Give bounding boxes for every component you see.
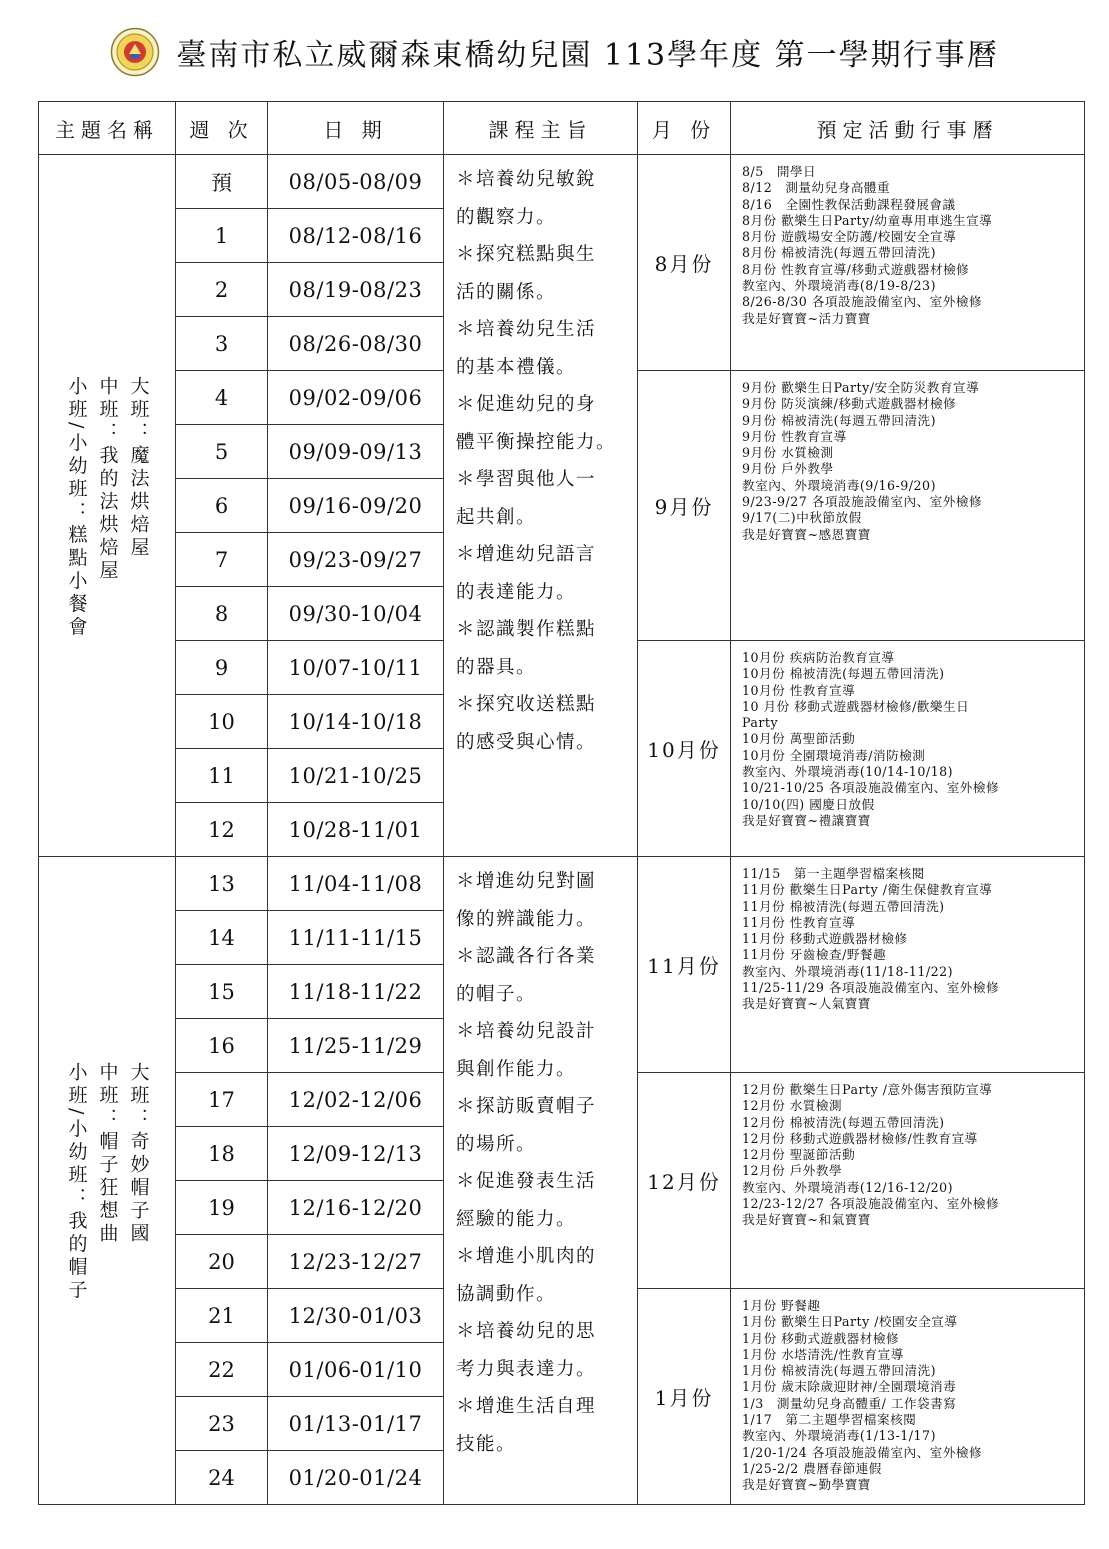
week-date-range: 08/26-08/30 xyxy=(268,317,444,371)
week-date-range: 11/04-11/08 xyxy=(268,857,444,911)
week-number: 22 xyxy=(176,1343,268,1397)
week-number: 20 xyxy=(176,1235,268,1289)
week-number: 15 xyxy=(176,965,268,1019)
week-date-range: 10/07-10/11 xyxy=(268,641,444,695)
theme-title: 中班：我的法烘焙屋 xyxy=(96,375,119,583)
theme-columns xyxy=(39,1058,175,1302)
week-number: 6 xyxy=(176,479,268,533)
week-date-range: 11/11-11/15 xyxy=(268,911,444,965)
week-number: 18 xyxy=(176,1127,268,1181)
month-label: 8月份 xyxy=(638,155,731,371)
week-number: 21 xyxy=(176,1289,268,1343)
week-date-range: 12/09-12/13 xyxy=(268,1127,444,1181)
course-objectives: ＊培養幼兒敏銳 的觀察力。 ＊探究糕點與生 活的關係。 ＊培養幼兒生活 的基本禮儀。 ＊促進幼兒的身 體平衡操控能力。 ＊學習與他人一 起共創。 ＊增進幼兒語言 的表達能力。 ＊認識製作糕點 的器具。 ＊探究收送糕點 的感受與心情。 xyxy=(456,169,617,753)
week-date-range: 12/16-12/20 xyxy=(268,1181,444,1235)
activity-list: 12月份 歡樂生日Party /意外傷害預防宣導 12月份 水質檢測 12月份 棉被清洗(每週五帶回清洗) 12月份 移動式遊戲器材檢修/性教育宣導 12月份 聖誕節活動 12月份 戶外教學 教室內、外環境消毒(12/16-12/20) 12/23-12/27 各項設施設備室內、室外檢修 我是好寶寶~和氣寶寶 xyxy=(742,1082,1000,1228)
header-date: 日 期 xyxy=(268,102,444,155)
week-date-range: 01/20-01/24 xyxy=(268,1451,444,1505)
theme-title: 小班/小幼班：糕點小餐會 xyxy=(65,375,88,640)
calendar-table xyxy=(38,101,1085,1505)
week-date-range: 01/13-01/17 xyxy=(268,1397,444,1451)
activities-cell xyxy=(731,641,1085,857)
header-month: 月 份 xyxy=(638,102,731,155)
month-label: 11月份 xyxy=(638,857,731,1073)
header-row xyxy=(39,102,1085,155)
week-number: 5 xyxy=(176,425,268,479)
week-date-range: 10/21-10/25 xyxy=(268,749,444,803)
theme-title: 小班/小幼班：我的帽子 xyxy=(65,1062,88,1303)
week-date-range: 09/02-09/06 xyxy=(268,371,444,425)
week-number: 14 xyxy=(176,911,268,965)
week-number: 7 xyxy=(176,533,268,587)
week-number: 13 xyxy=(176,857,268,911)
week-date-range: 10/28-11/01 xyxy=(268,803,444,857)
activities-cell xyxy=(731,1289,1085,1505)
activity-list: 9月份 歡樂生日Party/安全防災教育宣導 9月份 防災演練/移動式遊戲器材檢修 9月份 棉被清洗(每週五帶回清洗) 9月份 性教育宣導 9月份 水質檢測 9月份 戶外教學 教室內、外環境消毒(9/16-9/20) 9/23-9/27 各項設施設備室內、室外檢修 9/17(二)中秋節放假 我是好寶寶~感恩寶寶 xyxy=(742,380,983,542)
month-label: 10月份 xyxy=(638,641,731,857)
theme-cell xyxy=(39,857,176,1505)
theme-cell xyxy=(39,155,176,857)
month-label: 9月份 xyxy=(638,371,731,641)
theme-columns xyxy=(39,372,175,639)
week-date-range: 09/30-10/04 xyxy=(268,587,444,641)
week-number: 11 xyxy=(176,749,268,803)
header-objective: 課程主旨 xyxy=(444,102,638,155)
week-date-range: 12/23-12/27 xyxy=(268,1235,444,1289)
week-date-range: 09/16-09/20 xyxy=(268,479,444,533)
week-number: 1 xyxy=(176,209,268,263)
week-number: 10 xyxy=(176,695,268,749)
page-header xyxy=(0,22,1109,82)
week-date-range: 09/09-09/13 xyxy=(268,425,444,479)
table-row xyxy=(39,857,1085,911)
week-date-range: 08/05-08/09 xyxy=(268,155,444,209)
school-seal-icon xyxy=(110,27,160,77)
week-number: 12 xyxy=(176,803,268,857)
week-date-range: 11/25-11/29 xyxy=(268,1019,444,1073)
activity-list: 11/15 第一主題學習檔案核閱 11月份 歡樂生日Party /衛生保健教育宣導 11月份 棉被清洗(每週五帶回清洗) 11月份 性教育宣導 11月份 移動式遊戲器材檢修 11月份 牙齒檢查/野餐趣 教室內、外環境消毒(11/18-11/22) 11/25-11/29 各項設施設備室內、室外檢修 我是好寶寶~人氣寶寶 xyxy=(742,866,1000,1012)
week-number: 3 xyxy=(176,317,268,371)
week-number: 4 xyxy=(176,371,268,425)
activities-cell xyxy=(731,155,1085,371)
objective-cell xyxy=(444,155,638,857)
activity-list: 10月份 疾病防治教育宣導 10月份 棉被清洗(每週五帶回清洗) 10月份 性教育宣導 10 月份 移動式遊戲器材檢修/歡樂生日 Party 10月份 萬聖節活動 10月份 全園環境消毒/消防檢測 教室內、外環境消毒(10/14-10/18) 10/21-10/25 各項設施設備室內、室外檢修 10/10(四) 國慶日放假 我是好寶寶~禮讓寶寶 xyxy=(742,650,1000,828)
week-date-range: 01/06-01/10 xyxy=(268,1343,444,1397)
activities-cell xyxy=(731,857,1085,1073)
week-number: 24 xyxy=(176,1451,268,1505)
activity-list: 8/5 開學日 8/12 測量幼兒身高體重 8/16 全園性教保活動課程發展會議 8月份 歡樂生日Party/幼童專用車逃生宣導 8月份 遊戲場安全防護/校園安全宣導 8月份 棉被清洗(每週五帶回清洗) 8月份 性教育宣導/移動式遊戲器材檢修 教室內、外環境消毒(8/19-8/23) 8/26-8/30 各項設施設備室內、室外檢修 我是好寶寶~活力寶寶 xyxy=(742,164,993,326)
week-date-range: 08/19-08/23 xyxy=(268,263,444,317)
week-number: 9 xyxy=(176,641,268,695)
objective-cell xyxy=(444,857,638,1505)
week-number: 19 xyxy=(176,1181,268,1235)
week-number: 2 xyxy=(176,263,268,317)
week-number: 16 xyxy=(176,1019,268,1073)
month-label: 12月份 xyxy=(638,1073,731,1289)
page-title: 臺南市私立威爾森東橋幼兒園 113學年度 第一學期行事曆 xyxy=(176,38,999,73)
theme-title: 大班：奇妙帽子國 xyxy=(127,1062,150,1247)
week-number: 預 xyxy=(176,155,268,209)
week-number: 23 xyxy=(176,1397,268,1451)
header-week: 週 次 xyxy=(176,102,268,155)
header-theme: 主題名稱 xyxy=(39,102,176,155)
activities-cell xyxy=(731,1073,1085,1289)
week-date-range: 12/02-12/06 xyxy=(268,1073,444,1127)
activities-cell xyxy=(731,371,1085,641)
header-activities: 預定活動行事曆 xyxy=(731,102,1085,155)
theme-title: 中班：帽子狂想曲 xyxy=(96,1062,119,1247)
week-number: 8 xyxy=(176,587,268,641)
theme-title: 大班：魔法烘焙屋 xyxy=(127,375,150,560)
week-date-range: 10/14-10/18 xyxy=(268,695,444,749)
table-row xyxy=(39,155,1085,209)
activity-list: 1月份 野餐趣 1月份 歡樂生日Party /校園安全宣導 1月份 移動式遊戲器材檢修 1月份 水塔清洗/性教育宣導 1月份 棉被清洗(每週五帶回清洗) 1月份 歲末除歲迎財神/全園環境消毒 1/3 測量幼兒身高體重/ 工作袋書寫 1/17 第二主題學習檔案核閱 教室內、外環境消毒(1/13-1/17) 1/20-1/24 各項設施設備室內、室外檢修 1/25-2/2 農曆春節連假 我是好寶寶~勤學寶寶 xyxy=(742,1298,983,1493)
week-date-range: 11/18-11/22 xyxy=(268,965,444,1019)
week-date-range: 09/23-09/27 xyxy=(268,533,444,587)
month-label: 1月份 xyxy=(638,1289,731,1505)
week-date-range: 08/12-08/16 xyxy=(268,209,444,263)
week-number: 17 xyxy=(176,1073,268,1127)
course-objectives: ＊增進幼兒對圖 像的辨識能力。 ＊認識各行各業 的帽子。 ＊培養幼兒設計 與創作能力。 ＊探訪販賣帽子 的場所。 ＊促進發表生活 經驗的能力。 ＊增進小肌肉的 協調動作。 ＊培養幼兒的思 考力與表達力。 ＊增進生活自理 技能。 xyxy=(456,871,597,1455)
week-date-range: 12/30-01/03 xyxy=(268,1289,444,1343)
